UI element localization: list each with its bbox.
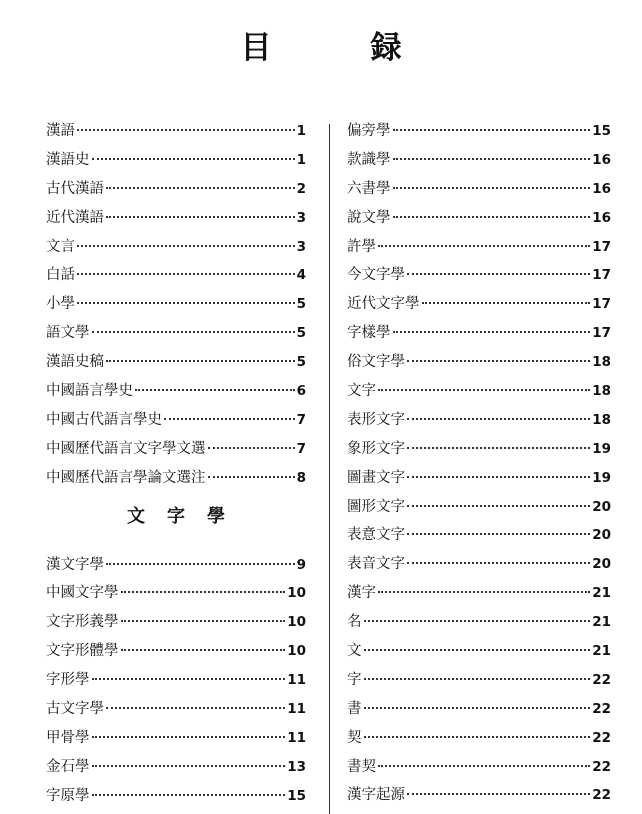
dot-leader bbox=[208, 447, 295, 449]
toc-entry-term: 文字形體學 bbox=[46, 643, 119, 660]
toc-entry-page: 22 bbox=[592, 729, 611, 746]
toc-entry-term: 中國歷代語言學論文選注 bbox=[46, 469, 206, 486]
dot-leader bbox=[135, 389, 295, 391]
toc-entry-page: 18 bbox=[592, 411, 611, 428]
toc-entry-term: 字樣學 bbox=[347, 325, 391, 342]
dot-leader bbox=[378, 245, 590, 247]
toc-entry[interactable] bbox=[347, 406, 611, 435]
dot-leader bbox=[77, 129, 295, 131]
dot-leader bbox=[364, 707, 591, 709]
toc-entry-term: 圖畫文字 bbox=[347, 469, 405, 486]
toc-entry-page: 5 bbox=[296, 325, 306, 342]
dot-leader bbox=[106, 187, 295, 189]
toc-entry-page: 19 bbox=[592, 440, 611, 457]
toc-entry-page: 21 bbox=[592, 614, 611, 631]
dot-leader bbox=[106, 563, 295, 565]
toc-entry-term: 契 bbox=[347, 729, 362, 746]
section-heading: 文字學 bbox=[127, 505, 247, 527]
toc-entry[interactable] bbox=[347, 233, 611, 262]
dot-leader bbox=[208, 476, 295, 478]
toc-entry[interactable] bbox=[46, 608, 306, 637]
toc-entry-term: 許學 bbox=[347, 238, 376, 255]
toc-entry-page: 5 bbox=[296, 296, 306, 313]
toc-entry[interactable] bbox=[46, 464, 306, 493]
toc-entry-page: 19 bbox=[592, 469, 611, 486]
toc-entry-term: 漢語 bbox=[46, 123, 75, 139]
toc-entry-term: 文字 bbox=[347, 383, 376, 400]
toc-entry[interactable] bbox=[347, 175, 611, 204]
dot-leader bbox=[77, 245, 295, 247]
toc-entry[interactable] bbox=[347, 550, 611, 579]
toc-entry[interactable] bbox=[46, 695, 306, 724]
dot-leader bbox=[422, 302, 591, 304]
toc-entry[interactable] bbox=[46, 551, 306, 580]
toc-entry-term: 俗文字學 bbox=[347, 354, 405, 371]
toc-entry[interactable] bbox=[46, 204, 306, 233]
toc-entry[interactable] bbox=[347, 695, 611, 724]
toc-entry-page: 11 bbox=[287, 701, 306, 718]
toc-entry-term: 古文字學 bbox=[46, 701, 104, 718]
toc-entry-term: 近代漢語 bbox=[46, 209, 104, 226]
toc-entry-term: 漢字起源 bbox=[347, 787, 405, 804]
toc-entry-term: 甲骨學 bbox=[46, 729, 90, 746]
dot-leader bbox=[92, 794, 286, 796]
toc-entry-term: 字形學 bbox=[46, 672, 90, 689]
toc-entry-page: 22 bbox=[592, 758, 611, 775]
toc-entry-term: 款識學 bbox=[347, 151, 391, 168]
toc-entry-term: 漢語史 bbox=[46, 151, 90, 168]
toc-entry[interactable] bbox=[347, 637, 611, 666]
toc-entry-page: 8 bbox=[296, 469, 306, 486]
toc-entry-term: 漢文字學 bbox=[46, 556, 104, 573]
toc-entry[interactable] bbox=[46, 233, 306, 262]
dot-leader bbox=[378, 591, 590, 593]
toc-entry-page: 17 bbox=[592, 325, 611, 342]
toc-entry[interactable] bbox=[46, 406, 306, 435]
toc-group-general bbox=[46, 117, 306, 493]
toc-entry-term: 漢語史稿 bbox=[46, 354, 104, 371]
toc-entry-page: 20 bbox=[592, 498, 611, 515]
toc-entry-page: 20 bbox=[592, 527, 611, 544]
toc-entry-term: 近代文字學 bbox=[347, 296, 420, 313]
toc-entry-page: 10 bbox=[287, 643, 306, 660]
dot-leader bbox=[407, 793, 590, 795]
toc-left-column bbox=[46, 117, 306, 811]
toc-entry-term: 中國語言學史 bbox=[46, 383, 133, 400]
dot-leader bbox=[364, 736, 591, 738]
toc-entry-page: 22 bbox=[592, 700, 611, 717]
toc-entry-term: 書 bbox=[347, 700, 362, 717]
dot-leader bbox=[378, 765, 590, 767]
toc-entry[interactable] bbox=[347, 377, 611, 406]
toc-entry-term: 圖形文字 bbox=[347, 498, 405, 515]
toc-entry-term: 中國古代語言學史 bbox=[46, 411, 162, 428]
toc-entry-term: 文 bbox=[347, 643, 362, 660]
toc-entry-page: 17 bbox=[592, 238, 611, 255]
toc-entry[interactable] bbox=[46, 377, 306, 406]
dot-leader bbox=[407, 418, 590, 420]
dot-leader bbox=[121, 591, 286, 593]
toc-entry-page: 21 bbox=[592, 585, 611, 602]
toc-entry-page: 11 bbox=[287, 672, 306, 689]
toc-entry[interactable] bbox=[347, 493, 611, 522]
dot-leader bbox=[364, 678, 591, 680]
toc-entry[interactable] bbox=[347, 319, 611, 348]
toc-entry[interactable] bbox=[347, 435, 611, 464]
dot-leader bbox=[407, 360, 590, 362]
toc-entry[interactable] bbox=[46, 666, 306, 695]
toc-entry[interactable] bbox=[46, 175, 306, 204]
dot-leader bbox=[92, 736, 286, 738]
toc-entry-term: 表音文字 bbox=[347, 556, 405, 573]
toc-entry-page: 17 bbox=[592, 296, 611, 313]
toc-entry-term: 古代漢語 bbox=[46, 180, 104, 197]
toc-entry-page: 18 bbox=[592, 383, 611, 400]
dot-leader bbox=[364, 649, 591, 651]
toc-entry-page: 16 bbox=[592, 151, 611, 168]
toc-entry[interactable] bbox=[347, 261, 611, 290]
toc-entry-page: 22 bbox=[592, 787, 611, 804]
toc-entry[interactable] bbox=[347, 608, 611, 637]
toc-entry-page: 11 bbox=[287, 729, 306, 746]
toc-entry[interactable] bbox=[46, 319, 306, 348]
toc-entry[interactable] bbox=[347, 290, 611, 319]
toc-entry-term: 字 bbox=[347, 671, 362, 688]
toc-entry[interactable] bbox=[347, 666, 611, 695]
toc-entry-page: 3 bbox=[296, 209, 306, 226]
dot-leader bbox=[77, 302, 295, 304]
toc-entry-term: 說文學 bbox=[347, 209, 391, 226]
toc-entry[interactable] bbox=[46, 117, 306, 146]
toc-entry-term: 文字形義學 bbox=[46, 614, 119, 631]
toc-entry[interactable] bbox=[46, 637, 306, 666]
toc-entry-term: 表形文字 bbox=[347, 411, 405, 428]
dot-leader bbox=[364, 620, 591, 622]
dot-leader bbox=[92, 765, 286, 767]
column-divider bbox=[329, 124, 330, 814]
toc-entry-page: 2 bbox=[296, 180, 306, 197]
dot-leader bbox=[106, 216, 295, 218]
toc-entry-term: 中國文字學 bbox=[46, 585, 119, 602]
dot-leader bbox=[407, 447, 590, 449]
toc-entry-page: 5 bbox=[296, 354, 306, 371]
toc-entry[interactable] bbox=[46, 261, 306, 290]
toc-entry-term: 偏旁學 bbox=[347, 123, 391, 139]
toc-entry-page: 20 bbox=[592, 556, 611, 573]
toc-entry[interactable] bbox=[347, 753, 611, 782]
toc-entry[interactable] bbox=[46, 782, 306, 811]
toc-entry[interactable] bbox=[347, 579, 611, 608]
dot-leader bbox=[92, 331, 295, 333]
toc-right-column bbox=[347, 117, 611, 810]
dot-leader bbox=[92, 678, 286, 680]
toc-entry[interactable] bbox=[46, 290, 306, 319]
dot-leader bbox=[407, 476, 590, 478]
toc-entry-page: 13 bbox=[287, 758, 306, 775]
toc-entry-page: 15 bbox=[287, 787, 306, 804]
toc-entry-term: 金石學 bbox=[46, 758, 90, 775]
toc-entry[interactable] bbox=[347, 204, 611, 233]
dot-leader bbox=[407, 533, 590, 535]
toc-entry-term: 白話 bbox=[46, 267, 75, 284]
toc-entry-page: 7 bbox=[296, 411, 306, 428]
toc-entry-page: 1 bbox=[296, 151, 306, 168]
toc-entry[interactable] bbox=[347, 117, 611, 146]
toc-entry[interactable] bbox=[46, 435, 306, 464]
dot-leader bbox=[393, 158, 591, 160]
toc-entry[interactable] bbox=[347, 724, 611, 753]
toc-entry-term: 文言 bbox=[46, 238, 75, 255]
dot-leader bbox=[106, 707, 285, 709]
toc-entry-page: 16 bbox=[592, 209, 611, 226]
dot-leader bbox=[121, 649, 286, 651]
toc-entry[interactable] bbox=[347, 464, 611, 493]
toc-entry-page: 7 bbox=[296, 440, 306, 457]
toc-entry-page: 17 bbox=[592, 267, 611, 284]
toc-entry-page: 16 bbox=[592, 180, 611, 197]
dot-leader bbox=[121, 620, 286, 622]
toc-entry-page: 10 bbox=[287, 614, 306, 631]
toc-entry[interactable] bbox=[46, 753, 306, 782]
toc-entry[interactable] bbox=[347, 521, 611, 550]
toc-entry-term: 名 bbox=[347, 614, 362, 631]
toc-entry-term: 漢字 bbox=[347, 585, 376, 602]
toc-entry-term: 象形文字 bbox=[347, 440, 405, 457]
toc-entry[interactable] bbox=[347, 348, 611, 377]
toc-entry[interactable] bbox=[46, 579, 306, 608]
toc-entry[interactable] bbox=[347, 781, 611, 810]
dot-leader bbox=[393, 129, 591, 131]
toc-entry-term: 小學 bbox=[46, 296, 75, 313]
dot-leader bbox=[407, 505, 590, 507]
dot-leader bbox=[393, 331, 591, 333]
dot-leader bbox=[393, 216, 591, 218]
toc-entry-term: 語文學 bbox=[46, 325, 90, 342]
toc-group-writing bbox=[46, 551, 306, 811]
toc-entry[interactable] bbox=[347, 146, 611, 175]
dot-leader bbox=[164, 418, 295, 420]
toc-entry-page: 3 bbox=[296, 238, 306, 255]
toc-entry-page: 22 bbox=[592, 671, 611, 688]
toc-entry-page: 1 bbox=[296, 123, 306, 139]
dot-leader bbox=[393, 187, 591, 189]
dot-leader bbox=[407, 273, 590, 275]
toc-entry-term: 字原學 bbox=[46, 787, 90, 804]
page-title: 目 録 bbox=[240, 30, 436, 66]
toc-entry-page: 4 bbox=[296, 267, 306, 284]
toc-entry-page: 10 bbox=[287, 585, 306, 602]
toc-entry-page: 6 bbox=[296, 383, 306, 400]
toc-entry-page: 15 bbox=[592, 123, 611, 139]
toc-entry[interactable] bbox=[46, 724, 306, 753]
toc-entry-term: 書契 bbox=[347, 758, 376, 775]
dot-leader bbox=[407, 562, 590, 564]
toc-entry[interactable] bbox=[46, 348, 306, 377]
dot-leader bbox=[106, 360, 295, 362]
toc-entry-term: 表意文字 bbox=[347, 527, 405, 544]
dot-leader bbox=[378, 389, 590, 391]
toc-entry-term: 六書學 bbox=[347, 180, 391, 197]
toc-entry-page: 18 bbox=[592, 354, 611, 371]
toc-entry-term: 今文字學 bbox=[347, 267, 405, 284]
dot-leader bbox=[77, 273, 295, 275]
toc-entry-term: 中國歷代語言文字學文選 bbox=[46, 440, 206, 457]
toc-entry-page: 9 bbox=[296, 556, 306, 573]
dot-leader bbox=[92, 158, 295, 160]
toc-entry[interactable] bbox=[46, 146, 306, 175]
toc-entry-page: 21 bbox=[592, 643, 611, 660]
